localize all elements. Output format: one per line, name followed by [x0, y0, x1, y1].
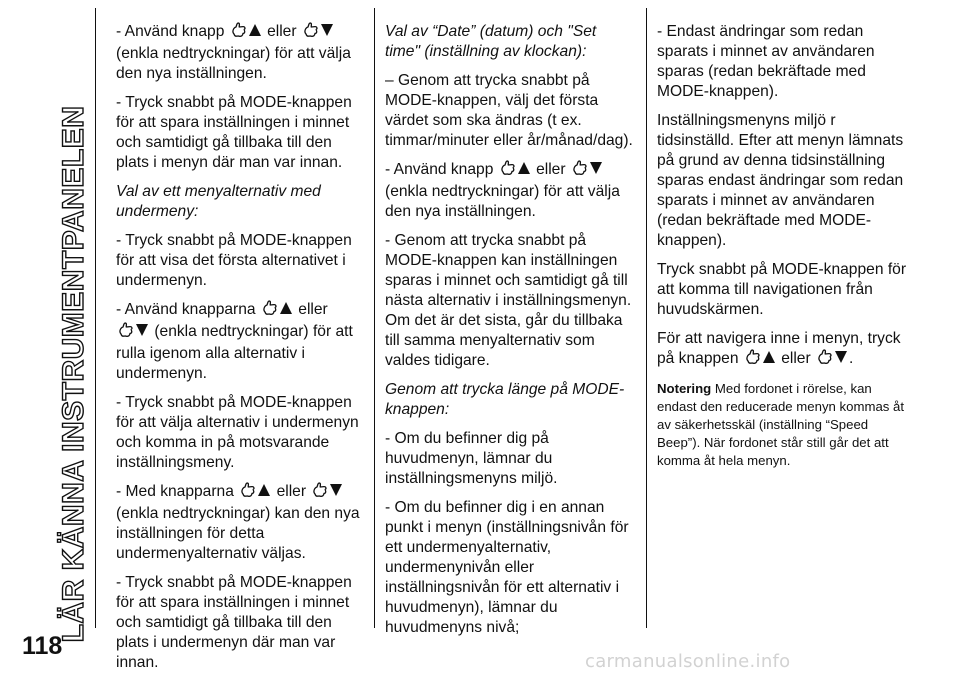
note-text: Med fordonet i rörelse, kan endast den reducerade menyn kommas åt av säkerhetsskäl (inställning “Speed Beep”). När fordonet står still går det att komma åt hela menyn.	[657, 381, 905, 468]
text: eller	[298, 301, 328, 318]
text-column-2	[385, 22, 635, 647]
column-divider-1	[95, 8, 96, 628]
hand-press-up-arrow-icon	[230, 22, 262, 44]
text: eller	[267, 23, 297, 40]
subheading: Genom att trycka länge på MODE-knappen:	[385, 381, 625, 418]
hand-press-up-arrow-icon	[499, 160, 531, 182]
text: (enkla nedtryckningar) för att rulla igenom alla alternativ i undermenyn.	[116, 323, 353, 382]
paragraph: – Genom att trycka snabbt på MODE-knappen, välj det första värdet som ska ändras (t ex. timmar/minuter eller år/månad/dag).	[385, 72, 633, 149]
text: eller	[276, 483, 307, 500]
hand-press-down-arrow-icon	[311, 482, 343, 504]
subheading: Val av “Date” (datum) och "Set time" (inställning av klockan):	[385, 23, 597, 60]
column-divider-3	[646, 8, 647, 628]
hand-press-down-arrow-icon	[117, 322, 149, 344]
hand-press-down-arrow-icon	[816, 349, 848, 371]
paragraph	[385, 160, 635, 222]
paragraph: - Om du befinner dig i en annan punkt i menyn (inställningsnivån för ett undermenyalternativ, undermenynivån eller inställningsnivån för ett alternativ i huvudmenyn), lämnar du huvudmenyns nivå;	[385, 499, 629, 636]
paragraph: Inställningsmenyns miljö r tidsinställd. Efter att menyn lämnats på grund av denna tidsinställning sparas endast ändringar som redan sparats i minnet av användaren (redan bekräftade med MODE-knappen).	[657, 112, 904, 249]
watermark: carmanualsonline.info	[585, 651, 791, 672]
column-divider-2	[374, 8, 375, 628]
text: - Med knapparna	[116, 483, 234, 500]
text-column-1	[116, 22, 363, 682]
text: - Använd knapp	[385, 161, 494, 178]
paragraph: - Genom att trycka snabbt på MODE-knappen kan inställningen sparas i minnet och samtidigt gå till nästa alternativ i inställningsmenyn. Om det är det sista, går du tillbaka till samma menyalternativ som valdes tidigare.	[385, 232, 632, 369]
text: (enkla nedtryckningar) för att välja den nya inställningen.	[116, 45, 351, 82]
paragraph: - Tryck snabbt på MODE-knappen för att välja alternativ i undermenyn och komma in på motsvarande inställningsmeny.	[116, 394, 359, 471]
text: (enkla nedtryckningar) för att välja den nya inställningen.	[385, 183, 620, 220]
hand-press-down-arrow-icon	[302, 22, 334, 44]
text-column-3	[657, 22, 912, 479]
hand-press-up-arrow-icon	[261, 300, 293, 322]
text: För att navigera inne i menyn, tryck på knappen	[657, 330, 901, 367]
page-number: 118	[22, 632, 63, 660]
subheading: Val av ett menyalternativ med undermeny:	[116, 183, 321, 220]
paragraph: - Tryck snabbt på MODE-knappen för att spara inställningen i minnet och samtidigt gå tillbaka till den plats i menyn där man var innan.	[116, 94, 352, 171]
hand-press-up-arrow-icon	[744, 349, 776, 371]
paragraph: - Tryck snabbt på MODE-knappen för att spara inställningen i minnet och samtidigt gå tillbaka till den plats i undermenyn där man var innan.	[116, 574, 352, 671]
note-label: Notering	[657, 381, 712, 396]
text: (enkla nedtryckningar) kan den nya inställningen för detta undermenyalternativ väljas.	[116, 505, 360, 562]
text: eller	[536, 161, 566, 178]
paragraph: - Om du befinner dig på huvudmenyn, lämnar du inställningsmenyns miljö.	[385, 430, 558, 487]
text: - Använd knapp	[116, 23, 225, 40]
paragraph	[116, 22, 363, 84]
text: eller	[781, 350, 811, 367]
hand-press-down-arrow-icon	[571, 160, 603, 182]
text: - Använd knapparna	[116, 301, 256, 318]
paragraph	[116, 482, 363, 564]
hand-press-up-arrow-icon	[239, 482, 271, 504]
section-title: LÄR KÄNNA INSTRUMENTPANELEN	[57, 105, 90, 643]
paragraph: - Tryck snabbt på MODE-knappen för att visa det första alternativet i undermenyn.	[116, 232, 352, 289]
text: .	[849, 350, 854, 367]
paragraph: Tryck snabbt på MODE-knappen för att komma till navigationen från huvudskärmen.	[657, 261, 907, 318]
paragraph	[116, 300, 363, 384]
paragraph	[657, 329, 912, 371]
paragraph: - Endast ändringar som redan sparats i minnet av användaren sparas (redan bekräftade med MODE-knappen).	[657, 23, 875, 100]
note	[657, 380, 912, 470]
